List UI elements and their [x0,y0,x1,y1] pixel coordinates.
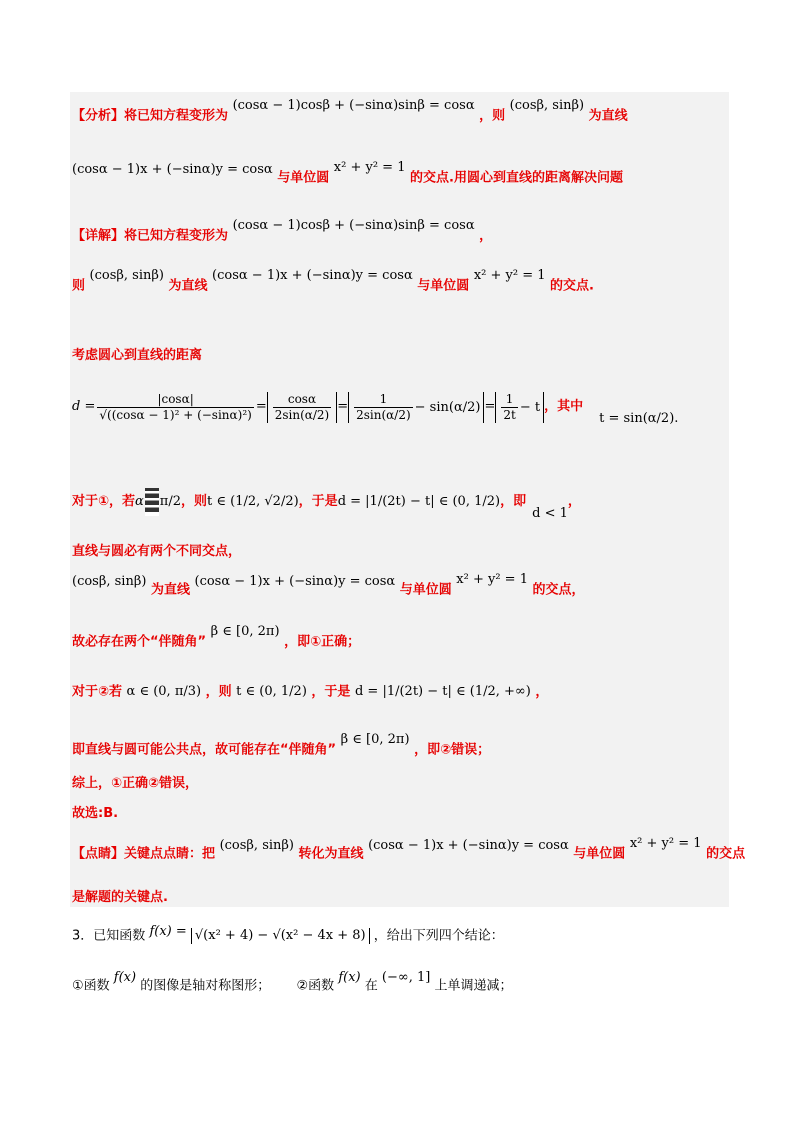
conclusion-1-line-2: (cosβ, sinβ) 为直线 (cosα − 1)x + (−sinα)y = cosα 与单位圆 x² + y² = 1 的交点， [72,572,585,598]
summary-line-1: 综上，①正确②错误， [72,776,199,791]
absolute-value: $\frac{1}{2t}$ − t [495,392,544,423]
problem-3-stem: 3．已知函数 f(x) = √(x² + 4) − √(x² − 4x + 8) ，给出下列四个结论： [72,924,504,944]
equation: (cosα − 1)cosβ + (−sinα)sinβ = cosα [232,218,475,233]
garbled-glyph [145,488,159,516]
equation: (cosα − 1)cosβ + (−sinα)sinβ = cosα [232,98,475,113]
keypoint-label: 【点睛】 [72,846,125,862]
case-1-line: 对于①，若 α π/2 ，则 t ∈ (1/2, √2/2) ，于是 d = |1/(2t) − t| ∈ (0, 1/2) ，即 d < 1 ， [72,480,581,524]
line-equation: (cosα − 1)x + (−sinα)y = cosα [72,162,273,177]
detail-line-2: 则 (cosβ, sinβ) 为直线 (cosα − 1)x + (−sinα)y = cosα 与单位圆 x² + y² = 1 的交点. [72,268,594,294]
analysis-label: 【分析】 [72,108,125,124]
fraction: $\frac{|\cos\alpha|}{\text{√((cosα − 1)² + (−sinα)²)}}$ [99,391,252,422]
absolute-value: $\frac{\cos\alpha}{2\sin(\alpha/2)}$ [267,392,338,423]
case-2-line: 对于②若 α ∈ (0, π/3) ，则 t ∈ (0, 1/2) ，于是 d = |1/(2t) − t| ∈ (1/2, +∞) ， [72,684,549,700]
keypoint-line-1: 【点睛】关键点点睛：把 (cosβ, sinβ) 转化为直线 (cosα − 1)x + (−sinα)y = cosα 与单位圆 x² + y² = 1 的交点 [72,836,746,862]
detail-label: 【详解】 [72,228,125,244]
problem-number: 3． [72,928,94,944]
summary-answer: 故选:B. [72,806,119,821]
distance-heading: 考虑圆心到直线的距离 [72,348,203,363]
distance-formula: d = $\frac{|\cos\alpha|}{\text{√((cosα − 1)² + (−sinα)²)}}$ = $\frac{\cos\alpha}{2\sin(\alpha/2)}$ = $\frac{1}{2\sin(\alpha/2)}$ − sin(α/2) = $\frac{1}{2t}$ − t ，其中 t = sin(α/2). [72,391,679,426]
analysis-line-1: 【分析】将已知方程变形为 (cosα − 1)cosβ + (−sinα)sinβ = cosα ，则 (cosβ, sinβ) 为直线 [72,98,628,124]
problem-3-conclusions: ①函数 f(x) 的图像是轴对称图形； ②函数 f(x) 在 (−∞, 1] 上单调递减； [72,970,513,994]
point: (cosβ, sinβ) [509,98,585,113]
conclusion-1-line-3: 故必存在两个“伴随角” β ∈ [0, 2π) ，即①正确； [72,624,361,650]
absolute-value: $\frac{1}{2\sin(\alpha/2)}$ − sin(α/2) [348,392,484,423]
keypoint-line-2: 是解题的关键点. [72,890,168,905]
case-2-line-2: 即直线与圆可能公共点，故可能存在“伴随角” β ∈ [0, 2π) ，即②错误； [72,732,491,758]
circle-equation: x² + y² = 1 [333,160,406,175]
point: (cosβ, sinβ) [89,268,164,283]
analysis-line-2: (cosα − 1)x + (−sinα)y = cosα 与单位圆 x² + y² = 1 的交点.用圆心到直线的距离解决问题 [72,160,623,186]
circle-equation: x² + y² = 1 [473,268,546,283]
detail-line-1: 【详解】将已知方程变形为 (cosα − 1)cosβ + (−sinα)sinβ = cosα ， [72,218,493,244]
line-equation: (cosα − 1)x + (−sinα)y = cosα [212,268,413,283]
conclusion-1-line-1: 直线与圆必有两个不同交点， [72,544,242,559]
absolute-value: √(x² + 4) − √(x² − 4x + 8) [191,928,370,944]
t-definition: t = sin(α/2). [599,411,679,426]
